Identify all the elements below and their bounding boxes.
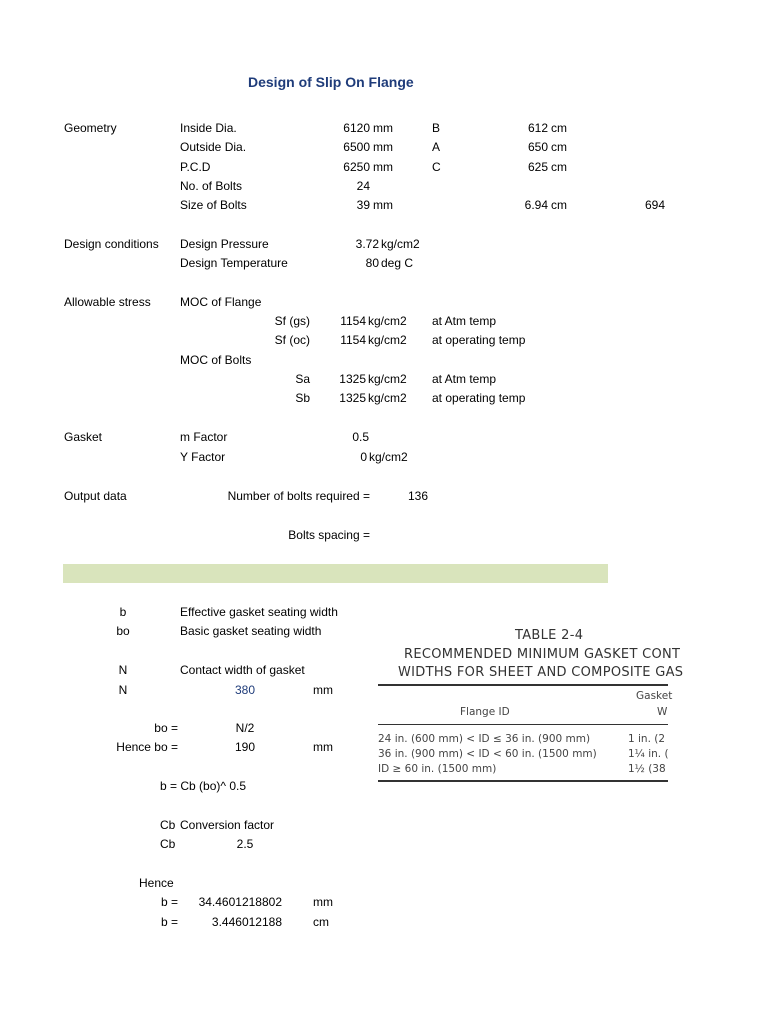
geometry-unit-cm: cm — [551, 121, 567, 135]
table-subtitle-2: WIDTHS FOR SHEET AND COMPOSITE GAS — [398, 665, 684, 680]
table-row-flange-id: 24 in. (600 mm) < ID ≤ 36 in. (900 mm) — [378, 733, 591, 745]
geometry-extra-value: 694 — [644, 198, 665, 212]
page-title: Design of Slip On Flange — [248, 74, 414, 90]
cb-value: 2.5 — [236, 837, 254, 851]
b-value-cm: 3.446012188 — [211, 915, 282, 929]
geometry-value-cm: 625 — [527, 160, 548, 174]
gasket-unit: kg/cm2 — [369, 450, 408, 464]
section-allowable-stress: Allowable stress — [64, 295, 151, 309]
table-col2-header-1: Gasket — [636, 690, 673, 702]
stress-unit: kg/cm2 — [368, 314, 407, 328]
bo-equation: bo = — [154, 721, 178, 735]
stress-unit: kg/cm2 — [368, 333, 407, 347]
table-row-flange-id: 36 in. (900 mm) < ID < 60 in. (1500 mm) — [378, 748, 597, 760]
stress-value: 1154 — [340, 314, 366, 328]
geometry-value: 6120 — [343, 121, 370, 135]
calc-unit: mm — [313, 740, 333, 754]
table-title: TABLE 2-4 — [515, 628, 584, 643]
geometry-symbol: A — [432, 140, 441, 154]
stress-symbol: Sf (gs) — [274, 314, 310, 328]
table-row-flange-id: ID ≥ 60 in. (1500 mm) — [378, 763, 497, 775]
bolt-spacing-label: Bolts spacing = — [288, 528, 370, 542]
calc-symbol: b — [119, 605, 127, 619]
geometry-label: P.C.D — [180, 160, 211, 174]
design-condition-unit: kg/cm2 — [381, 237, 420, 251]
bo-formula: N/2 — [235, 721, 255, 735]
calc-description: Contact width of gasket — [180, 663, 305, 677]
geometry-unit: mm — [373, 160, 393, 174]
table-header-rule — [378, 724, 668, 725]
section-output-data: Output data — [64, 489, 127, 503]
moc-flange-label: MOC of Flange — [180, 295, 262, 309]
bolts-required-value: 136 — [408, 489, 429, 503]
calc-unit: mm — [313, 895, 333, 909]
stress-note: at operating temp — [432, 391, 526, 405]
geometry-label: Inside Dia. — [180, 121, 237, 135]
gasket-value: 0.5 — [352, 430, 369, 444]
geometry-unit-cm: cm — [551, 198, 567, 212]
geometry-value-cm: 650 — [527, 140, 548, 154]
design-condition-value: 80 — [365, 256, 379, 270]
stress-value: 1154 — [340, 333, 366, 347]
stress-value: 1325 — [339, 391, 366, 405]
geometry-unit: mm — [373, 140, 393, 154]
stress-unit: kg/cm2 — [368, 391, 407, 405]
hence-label: Hence — [139, 876, 174, 890]
design-condition-value: 3.72 — [355, 237, 379, 251]
geometry-value: 6250 — [343, 160, 370, 174]
geometry-label: Size of Bolts — [180, 198, 247, 212]
stress-symbol: Sb — [295, 391, 310, 405]
gasket-label: Y Factor — [180, 450, 226, 464]
b-formula: b = Cb (bo)^ 0.5 — [160, 779, 247, 793]
stress-value: 1325 — [339, 372, 366, 386]
geometry-label: Outside Dia. — [180, 140, 247, 154]
geometry-symbol: B — [432, 121, 441, 135]
bo-value: 190 — [234, 740, 256, 754]
section-gasket: Gasket — [64, 430, 103, 444]
calc-description: Basic gasket seating width — [180, 624, 322, 638]
calc-unit: mm — [313, 683, 333, 697]
design-condition-label: Design Temperature — [180, 256, 288, 270]
geometry-symbol: C — [432, 160, 441, 174]
geometry-value: 6500 — [343, 140, 370, 154]
stress-note: at Atm temp — [432, 314, 497, 328]
geometry-unit: mm — [373, 198, 393, 212]
table-row-width: 1 in. (2 — [628, 733, 666, 745]
calc-symbol: N — [118, 683, 128, 697]
moc-bolts-label: MOC of Bolts — [180, 353, 252, 367]
table-row-width: 1½ (38 — [628, 763, 666, 775]
geometry-value: 39 — [356, 198, 370, 212]
b-equation: b = — [160, 915, 178, 929]
geometry-label: No. of Bolts — [180, 179, 243, 193]
highlight-band — [63, 564, 608, 583]
table-subtitle-1: RECOMMENDED MINIMUM GASKET CONT — [404, 647, 681, 662]
geometry-unit-cm: cm — [551, 140, 567, 154]
table-bottom-rule — [378, 780, 668, 782]
geometry-value-cm: 6.94 — [524, 198, 548, 212]
geometry-value-cm: 612 — [527, 121, 548, 135]
stress-symbol: Sf (oc) — [274, 333, 310, 347]
gasket-label: m Factor — [180, 430, 228, 444]
geometry-unit: mm — [373, 121, 393, 135]
calc-description: Effective gasket seating width — [180, 605, 338, 619]
n-value: 380 — [234, 683, 256, 697]
gasket-value: 0 — [360, 450, 367, 464]
hence-bo-label: Hence bo = — [116, 740, 178, 754]
calc-symbol: bo — [116, 624, 130, 638]
gasket-width-table — [370, 620, 684, 820]
bolts-required-label: Number of bolts required = — [227, 489, 370, 503]
stress-note: at operating temp — [432, 333, 526, 347]
table-top-rule — [378, 684, 668, 686]
section-geometry: Geometry — [64, 121, 117, 135]
design-condition-unit: deg C — [381, 256, 414, 270]
calc-description: Conversion factor — [180, 818, 275, 832]
calc-symbol: Cb — [160, 818, 176, 832]
b-equation: b = — [160, 895, 178, 909]
geometry-unit-cm: cm — [551, 160, 567, 174]
geometry-value: 24 — [356, 179, 370, 193]
stress-unit: kg/cm2 — [368, 372, 407, 386]
b-value-mm: 34.4601218802 — [198, 895, 282, 909]
stress-note: at Atm temp — [432, 372, 497, 386]
calc-symbol: N — [118, 663, 128, 677]
table-row-width: 1¼ in. ( — [628, 748, 669, 760]
calc-unit: cm — [313, 915, 329, 929]
section-design-conditions: Design conditions — [64, 237, 159, 251]
table-col2-header-2: W — [657, 706, 668, 718]
stress-symbol: Sa — [295, 372, 310, 386]
design-condition-label: Design Pressure — [180, 237, 269, 251]
calc-symbol: Cb — [160, 837, 176, 851]
table-col1-header: Flange ID — [460, 706, 510, 718]
